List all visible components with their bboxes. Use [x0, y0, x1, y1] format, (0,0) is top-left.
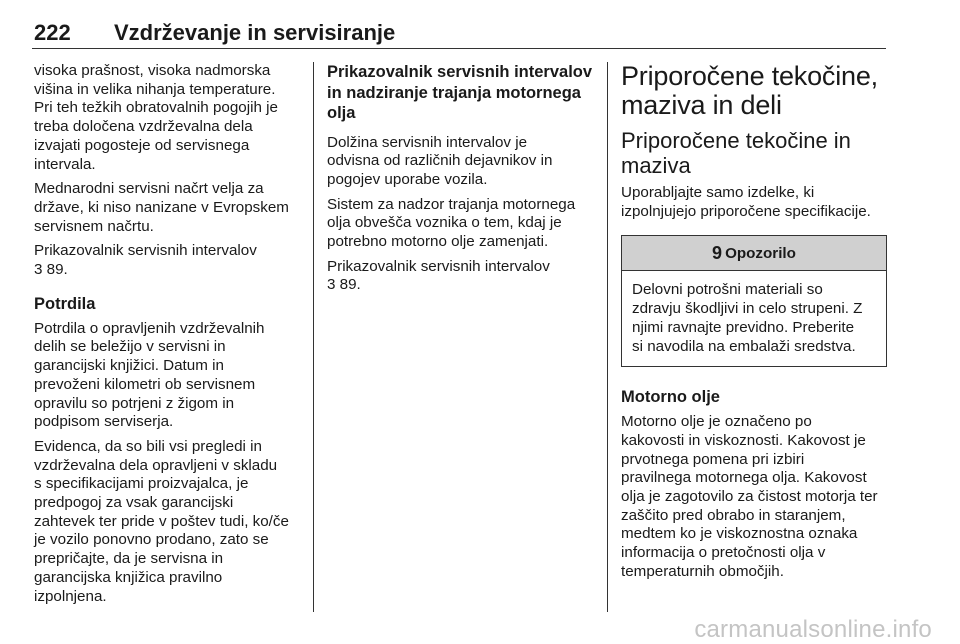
page-reference-link[interactable]: 3 89. [327, 276, 361, 294]
warning-text: Delovni potrošni materiali so zdravju škodljivi in celo strupeni. Z njimi ravnajte previdno. Preberite si navodila na embalaži sredstva. [632, 281, 863, 355]
sub-heading: Priporočene tekočine in maziva [621, 128, 851, 178]
paragraph: Dolžina servisnih intervalov je odvisna od različnih dejavnikov in pogojev uporabe vozila. [327, 133, 553, 188]
page-reference-link[interactable]: 3 89. [34, 261, 68, 279]
warning-box [621, 235, 887, 367]
column-middle [327, 62, 597, 301]
paragraph: Evidenca, da so bili vsi pregledi in vzdrževalna dela opravljeni v skladu s specifikacijami proizvajalca, je predpogoj za vsak garancijski zahtevek ter pride v poštev tudi, ko/če je vozilo ponovno prodano, zato se prepričajte, da je servisna in garancijska knjižica pravilno izpolnjena. [34, 437, 289, 605]
section-heading-motorno-olje: Motorno olje [621, 388, 720, 407]
cross-reference [327, 258, 597, 295]
reference-text: Prikazovalnik servisnih intervalov [34, 242, 257, 260]
column-divider [313, 62, 314, 612]
paragraph: Uporabljajte samo izdelke, ki izpolnjujejo priporočene specifikacije. [621, 184, 871, 220]
section-heading-service-interval: Prikazovalnik servisnih intervalov in nadziranje trajanja motornega olja [327, 63, 593, 122]
warning-body [622, 271, 886, 366]
warning-triangle-icon: 9 [712, 242, 723, 263]
paragraph: Motorno olje je označeno po kakovosti in viskoznosti. Kakovost je prvotnega pomena pri izbiri pravilnega motornega olja. Kakovost olja je zagotovilo za čistost motorja ter zaščito pred obrabo in staranjem, medtem ko je viskoznostna oznaka informacija o pretočnosti olja v temperaturnih območjih. [621, 413, 878, 580]
page-number: 222 [34, 20, 71, 45]
warning-header [622, 236, 886, 271]
watermark: carmanualsonline.info [694, 616, 932, 643]
main-heading: Priporočene tekočine, maziva in deli [621, 61, 878, 120]
column-right [621, 62, 887, 588]
column-left [34, 62, 306, 612]
cross-reference [34, 242, 306, 279]
warning-title: Opozorilo [725, 244, 796, 262]
chapter-title: Vzdrževanje in servisiranje [114, 20, 396, 45]
section-heading-potrdila: Potrdila [34, 294, 96, 313]
column-divider [607, 62, 608, 612]
paragraph: Potrdila o opravljenih vzdrževalnih delih se beležijo v servisni in garancijski knjižici. Datum in prevoženi kilometri ob servisnem opravilu so potrjeni z žigom in podpisom serviserja. [34, 319, 265, 431]
reference-text: Prikazovalnik servisnih intervalov [327, 257, 550, 275]
page-header [32, 8, 886, 49]
paragraph: Sistem za nadzor trajanja motornega olja obvešča voznika o tem, kdaj je potrebno motorno olje zamenjati. [327, 195, 576, 251]
paragraph: Mednarodni servisni načrt velja za države, ki niso nanizane v Evropskem servisnem načrtu. [34, 180, 289, 235]
paragraph: visoka prašnost, visoka nadmorska višina in velika nihanja temperature. Pri teh težkih obratovalnih pogojih je treba določena vzdrževalna dela izvajati pogosteje od servisnega intervala. [34, 62, 278, 173]
